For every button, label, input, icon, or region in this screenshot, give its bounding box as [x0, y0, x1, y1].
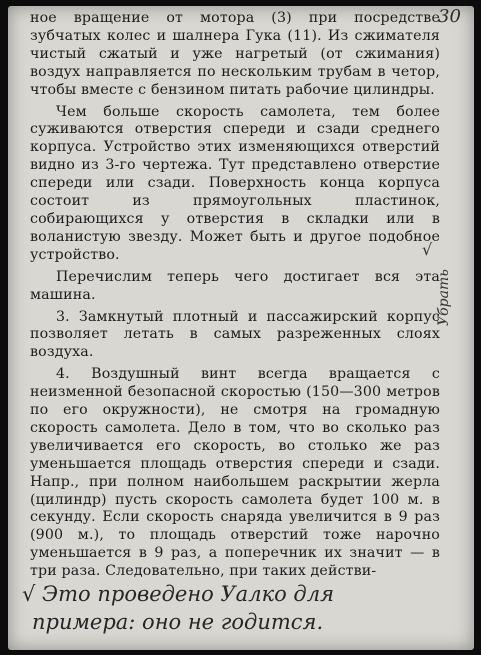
handwritten-line-2: примера: оно не годится.	[32, 610, 324, 634]
margin-check-mark: √	[422, 240, 433, 259]
handwritten-annotation	[22, 580, 468, 636]
body-text	[30, 10, 440, 585]
paragraph-1: ное вращение от мотора (3) при посредстве зубчатых колес и шалнера Гука (11). Из сжимателя чистый сжатый и уже нагретый (от сжимания) воздух направляется по нескольким трубам в четор, чтобы вместе с бензином питать рабочие цилиндры.	[30, 10, 440, 98]
page-number: 30	[438, 6, 461, 27]
document-page	[8, 6, 474, 650]
paragraph-4: 3. Замкнутый плотный и пассажирский корпус позволяет летать в самых разреженных слоях воздуха.	[30, 308, 440, 361]
paragraph-3: Перечислим теперь чего достигает вся эта машина.	[30, 268, 440, 303]
paragraph-2: Чем больше скорость самолета, тем более суживаются отверстия спереди и сзади среднего корпуса. Устройство этих изменяющихся отверстий видно из 3-го чертежа. Тут представлено отверстие спереди или сзади. Поверхность конца корпуса состоит из прямоугольных пластинок, собирающихся у отверстия в складки или в воланистую звезду. Может быть и другое подобное устройство.	[30, 103, 440, 263]
paragraph-5: 4. Воздушный винт всегда вращается с неизменной безопасной скоростью (150—300 метров по его окружности), не смотря на громадную скорость самолета. Дело в том, что во сколько раз увеличивается его скорость, во столько же раз уменьшается площадь отверстия спереди и сзади. Напр., при полном наибольшем раскрытии жерла (цилиндр) пусть скорость самолета будет 100 м. в секунду. Если скорость снаряда увеличится в 9 раз (900 м.), то площадь отверстий тоже нарочно уменьшается в 9 раз, а поперечник их значит — в три раза. Следовательно, при таких действи-	[30, 366, 440, 580]
margin-handwritten-note: Убрать	[436, 269, 452, 326]
handwritten-line-1: √ Это проведено Уалко для	[22, 582, 335, 606]
